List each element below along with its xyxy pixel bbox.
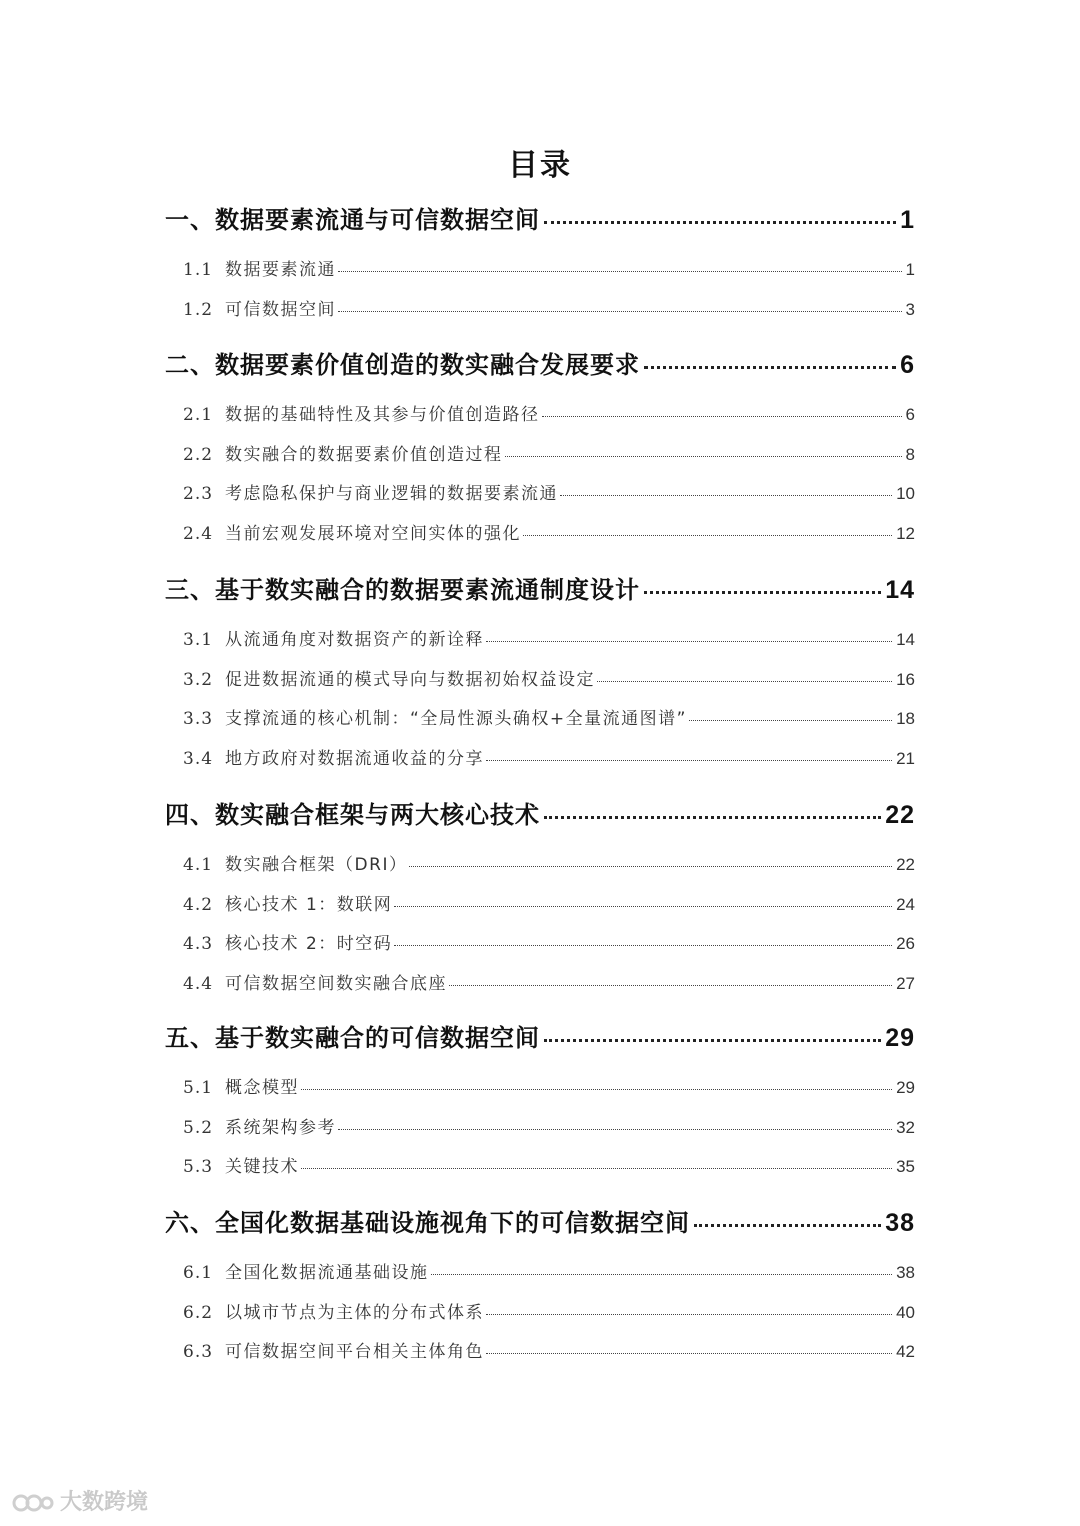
section-number: 6.3 xyxy=(183,1342,214,1362)
section-title: 数据要素流通 xyxy=(225,260,337,280)
section-number: 6.2 xyxy=(183,1302,214,1323)
toc-section[interactable] xyxy=(183,255,915,280)
section-page-number: 18 xyxy=(896,709,915,728)
section-number: 3.3 xyxy=(183,709,214,729)
toc-chapter[interactable] xyxy=(165,1018,915,1053)
chapter-page-number: 1 xyxy=(900,206,915,234)
section-page-number: 29 xyxy=(896,1078,915,1097)
toc-section[interactable] xyxy=(183,929,915,954)
toc-section[interactable] xyxy=(183,625,915,650)
dot-leader xyxy=(486,641,892,642)
section-number: 2.2 xyxy=(183,444,214,465)
dot-leader xyxy=(449,985,892,986)
section-page-number: 26 xyxy=(896,934,915,953)
dot-leader xyxy=(409,866,892,867)
section-title: 概念模型 xyxy=(225,1078,300,1098)
toc-section[interactable] xyxy=(183,665,915,690)
dot-leader xyxy=(544,221,896,224)
section-number: 4.1 xyxy=(183,855,214,875)
toc-section[interactable] xyxy=(183,1337,915,1362)
section-title: 可信数据空间数实融合底座 xyxy=(225,973,448,994)
dot-leader xyxy=(505,456,902,457)
dot-leader xyxy=(301,1089,892,1090)
section-number: 3.1 xyxy=(183,630,214,650)
toc-section[interactable] xyxy=(183,440,915,465)
dot-leader xyxy=(544,816,881,819)
toc-section[interactable] xyxy=(183,969,915,994)
section-title: 系统架构参考 xyxy=(225,1117,337,1138)
section-title: 支撑流通的核心机制：“全局性源头确权+全量流通图谱” xyxy=(225,709,687,729)
toc-section[interactable] xyxy=(183,744,915,769)
dot-leader xyxy=(431,1274,893,1275)
toc-section[interactable] xyxy=(183,704,915,729)
toc-section[interactable] xyxy=(183,1298,915,1323)
toc-section[interactable] xyxy=(183,850,915,875)
dot-leader xyxy=(544,1039,881,1042)
toc-section[interactable] xyxy=(183,295,915,320)
section-page-number: 22 xyxy=(896,855,915,874)
toc-chapter[interactable] xyxy=(165,795,915,830)
toc-section[interactable] xyxy=(183,1152,915,1177)
section-page-number: 10 xyxy=(896,484,915,503)
section-page-number: 1 xyxy=(905,260,915,279)
dot-leader xyxy=(597,681,892,682)
chapter-page-number: 6 xyxy=(900,351,915,379)
section-number: 5.2 xyxy=(183,1117,214,1138)
toc-section[interactable] xyxy=(183,479,915,504)
dot-leader xyxy=(486,1353,892,1354)
section-title: 当前宏观发展环境对空间实体的强化 xyxy=(225,523,522,544)
chapter-page-number: 29 xyxy=(885,1024,915,1052)
dot-leader xyxy=(523,535,892,536)
section-number: 1.1 xyxy=(183,260,214,280)
section-page-number: 21 xyxy=(896,748,915,768)
section-title: 以城市节点为主体的分布式体系 xyxy=(225,1302,485,1323)
section-title: 可信数据空间平台相关主体角色 xyxy=(225,1342,485,1362)
dot-leader xyxy=(394,945,892,946)
section-number: 5.1 xyxy=(183,1078,214,1098)
dot-leader xyxy=(486,760,892,761)
section-page-number: 3 xyxy=(905,299,915,319)
chapter-title: 二、数据要素价值创造的数实融合发展要求 xyxy=(165,351,640,379)
section-page-number: 27 xyxy=(896,973,915,993)
toc-section[interactable] xyxy=(183,519,915,544)
dot-leader xyxy=(644,591,881,594)
chapter-title: 一、数据要素流通与可信数据空间 xyxy=(165,206,540,234)
dot-leader xyxy=(394,906,892,907)
chapter-title: 六、全国化数据基础设施视角下的可信数据空间 xyxy=(165,1209,690,1237)
toc-chapter[interactable] xyxy=(165,345,915,380)
toc-chapter[interactable] xyxy=(165,570,915,605)
section-title: 地方政府对数据流通收益的分享 xyxy=(225,748,485,769)
dot-leader xyxy=(542,416,902,417)
section-number: 1.2 xyxy=(183,299,214,320)
toc-section[interactable] xyxy=(183,890,915,915)
section-page-number: 35 xyxy=(896,1157,915,1176)
section-page-number: 24 xyxy=(896,894,915,914)
section-number: 2.3 xyxy=(183,484,214,504)
toc-section[interactable] xyxy=(183,400,915,425)
section-title: 考虑隐私保护与商业逻辑的数据要素流通 xyxy=(225,484,559,504)
section-page-number: 14 xyxy=(896,630,915,649)
section-number: 3.2 xyxy=(183,669,214,690)
chapter-title: 三、基于数实融合的数据要素流通制度设计 xyxy=(165,576,640,604)
dot-leader xyxy=(301,1168,892,1169)
chapter-title: 五、基于数实融合的可信数据空间 xyxy=(165,1024,540,1052)
dot-leader xyxy=(689,720,892,721)
chapter-page-number: 22 xyxy=(885,801,915,829)
toc-section[interactable] xyxy=(183,1258,915,1283)
chapter-page-number: 38 xyxy=(885,1209,915,1237)
section-page-number: 38 xyxy=(896,1263,915,1282)
section-title: 从流通角度对数据资产的新诠释 xyxy=(225,630,485,650)
section-page-number: 32 xyxy=(896,1117,915,1137)
section-page-number: 8 xyxy=(905,444,915,464)
section-title: 核心技术 1：数联网 xyxy=(225,894,393,915)
section-page-number: 40 xyxy=(896,1302,915,1322)
toc-section[interactable] xyxy=(183,1073,915,1098)
toc-chapter[interactable] xyxy=(165,200,915,235)
section-title: 促进数据流通的模式导向与数据初始权益设定 xyxy=(225,669,596,690)
section-page-number: 42 xyxy=(896,1342,915,1361)
section-title: 全国化数据流通基础设施 xyxy=(225,1263,429,1283)
section-number: 4.2 xyxy=(183,894,214,915)
section-title: 数据的基础特性及其参与价值创造路径 xyxy=(225,405,540,425)
watermark xyxy=(12,1485,148,1516)
section-number: 6.1 xyxy=(183,1263,214,1283)
watermark-text: 大数跨境 xyxy=(60,1490,149,1515)
section-title: 数实融合框架（DRI） xyxy=(225,855,408,875)
section-title: 数实融合的数据要素价值创造过程 xyxy=(225,444,503,465)
toc-chapter[interactable] xyxy=(165,1203,915,1238)
dot-leader xyxy=(694,1224,881,1227)
dot-leader xyxy=(338,311,901,312)
section-number: 2.1 xyxy=(183,405,214,425)
section-page-number: 6 xyxy=(905,405,915,424)
dot-leader xyxy=(338,1129,892,1130)
section-title: 可信数据空间 xyxy=(225,299,337,320)
dot-leader xyxy=(644,366,896,369)
chapter-title: 四、数实融合框架与两大核心技术 xyxy=(165,801,540,829)
section-title: 核心技术 2：时空码 xyxy=(225,934,393,954)
dot-leader xyxy=(560,495,892,496)
section-page-number: 16 xyxy=(896,669,915,689)
page-title: 目录 xyxy=(508,148,572,183)
chapter-page-number: 14 xyxy=(885,576,915,604)
section-number: 3.4 xyxy=(183,748,214,769)
section-number: 4.3 xyxy=(183,934,214,954)
toc-section[interactable] xyxy=(183,1113,915,1138)
section-number: 4.4 xyxy=(183,973,214,994)
watermark-logo-icon xyxy=(12,1488,54,1514)
dot-leader xyxy=(338,271,901,272)
section-title: 关键技术 xyxy=(225,1157,300,1177)
section-page-number: 12 xyxy=(896,523,915,543)
section-number: 2.4 xyxy=(183,523,214,544)
section-number: 5.3 xyxy=(183,1157,214,1177)
dot-leader xyxy=(486,1314,892,1315)
